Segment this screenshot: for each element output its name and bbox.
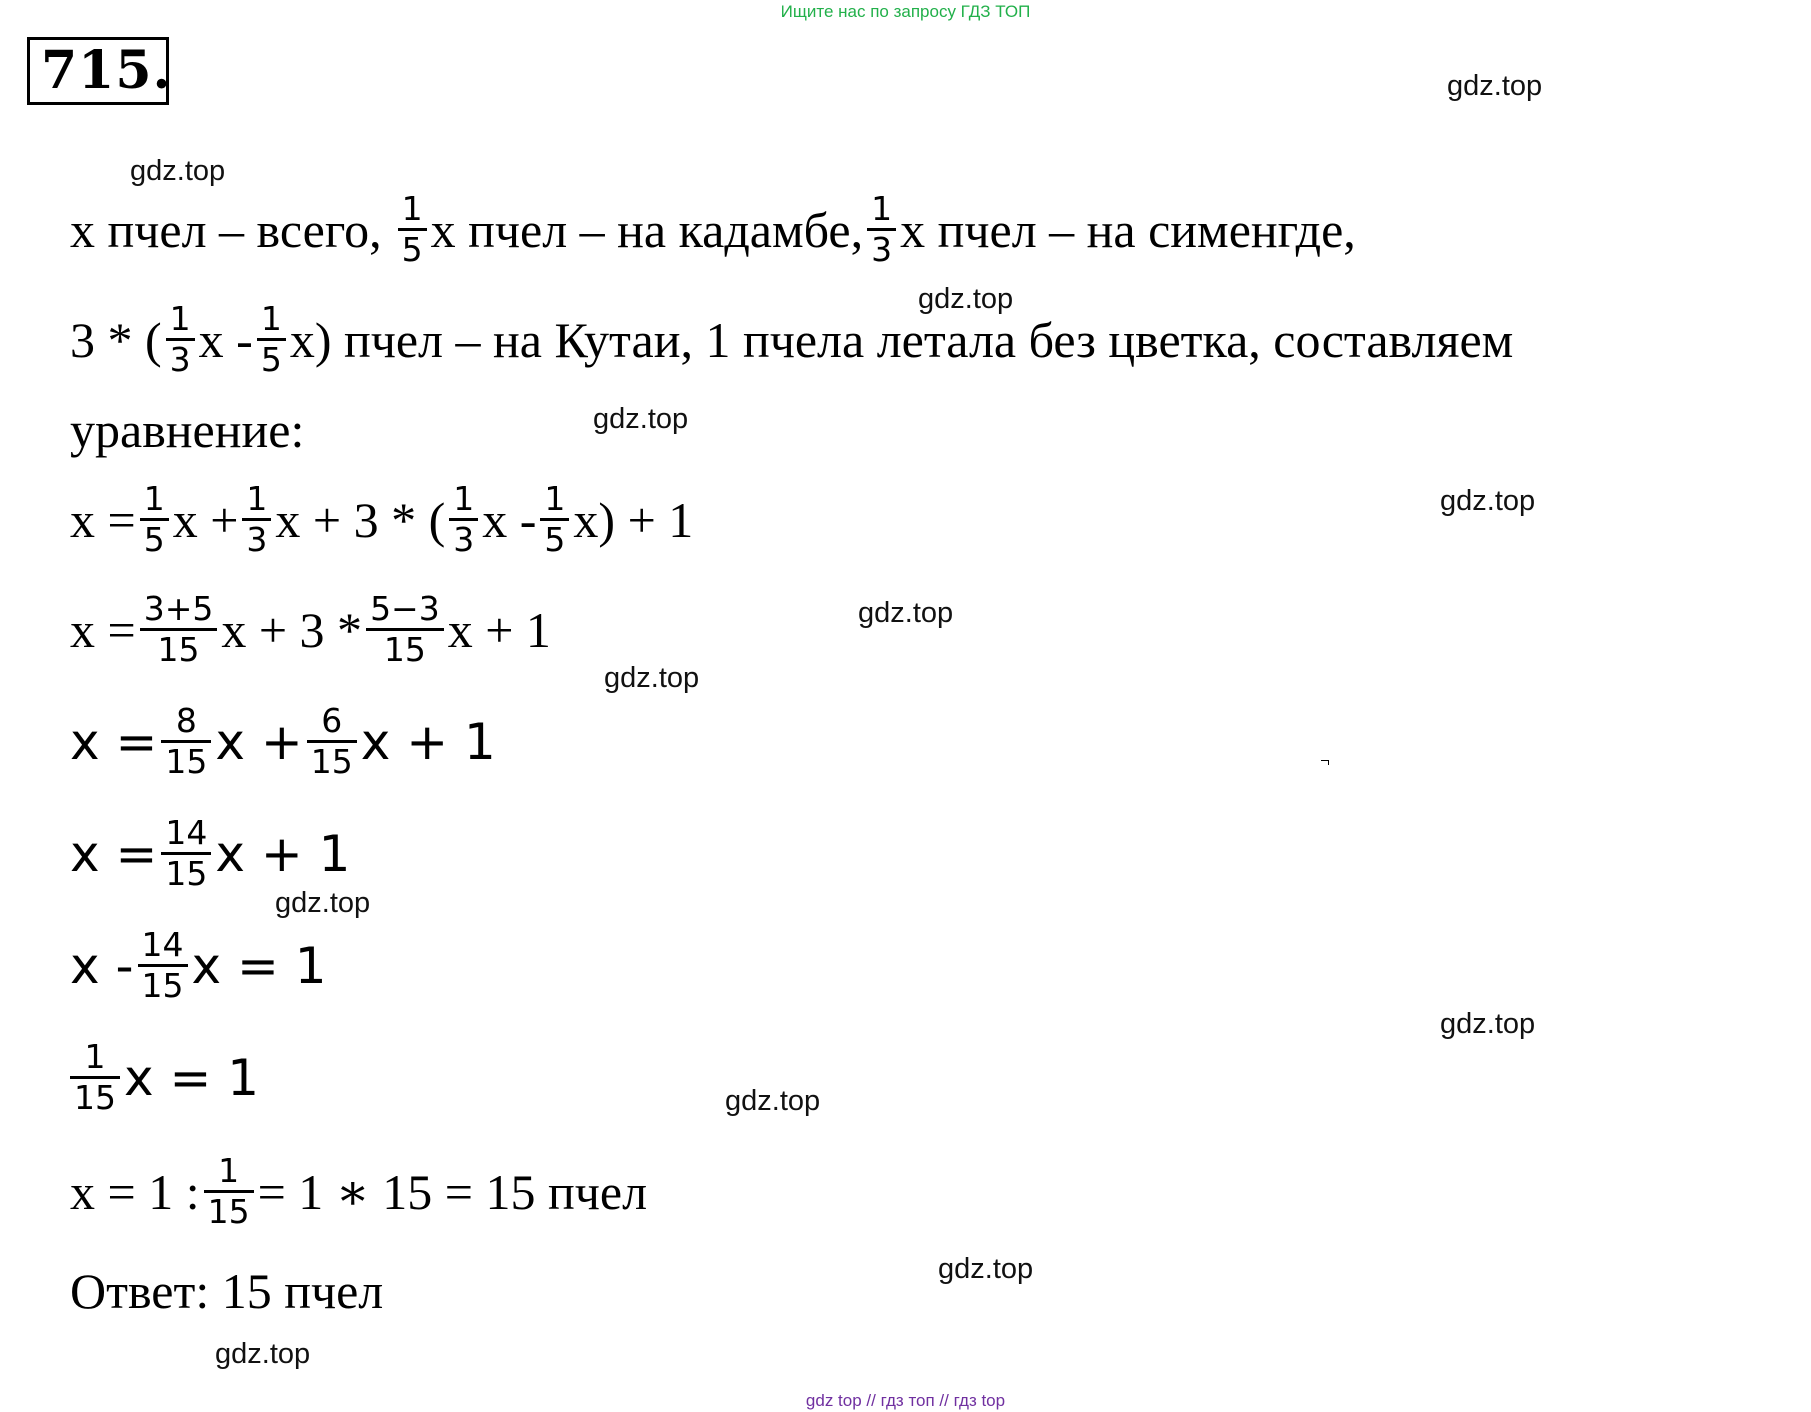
text: 3 * ( <box>70 311 162 368</box>
fraction <box>257 300 286 379</box>
numerator: 1 <box>169 299 191 338</box>
denominator: 3 <box>453 520 475 559</box>
watermark: gdz.top <box>130 155 226 187</box>
condition-line-3 <box>70 402 305 458</box>
condition-line-2 <box>70 300 1513 379</box>
fraction <box>161 702 211 781</box>
numerator: 1 <box>871 189 893 228</box>
denominator: 3 <box>246 520 268 559</box>
numerator: 1 <box>453 479 475 518</box>
text: x - <box>482 491 537 548</box>
text: x = 1 : <box>70 1163 200 1220</box>
watermark: gdz.top <box>1447 70 1543 102</box>
text: x) пчел – на Кутаи, 1 пчела летала без цветка, составляем <box>289 311 1514 368</box>
equation-1 <box>70 480 693 559</box>
text: x + 1 <box>360 712 496 771</box>
fraction <box>366 590 444 669</box>
text: x = <box>70 601 136 658</box>
condition-line-1 <box>70 190 1356 269</box>
equation-3 <box>70 702 496 781</box>
text: x = 1 <box>124 1048 260 1107</box>
watermark: gdz.top <box>275 887 371 919</box>
text: x + <box>215 712 303 771</box>
denominator: 15 <box>383 630 426 669</box>
answer-text: Ответ: 15 пчел <box>70 1263 384 1319</box>
numerator: 1 <box>143 479 165 518</box>
problem-number: 715. <box>27 37 169 105</box>
numerator: 5−3 <box>370 589 440 628</box>
denominator: 15 <box>165 854 208 893</box>
denominator: 5 <box>143 520 165 559</box>
denominator: 5 <box>544 520 566 559</box>
denominator: 15 <box>310 742 353 781</box>
equation-6 <box>70 1038 259 1117</box>
numerator: 1 <box>218 1151 240 1190</box>
denominator: 15 <box>207 1192 250 1231</box>
watermark: gdz.top <box>918 283 1014 315</box>
text: x = 1 <box>191 936 327 995</box>
numerator: 1 <box>401 189 423 228</box>
fraction <box>398 190 427 269</box>
text: x пчел – всего, <box>70 201 382 258</box>
denominator: 15 <box>157 630 200 669</box>
denominator: 15 <box>141 966 184 1005</box>
fraction <box>307 702 357 781</box>
text: = 1 ∗ 15 = 15 пчел <box>257 1163 648 1220</box>
text: x пчел – на кадамбе, <box>430 201 864 258</box>
fraction <box>140 590 218 669</box>
equation-7 <box>70 1152 647 1231</box>
denominator: 5 <box>401 230 423 269</box>
fraction <box>540 480 569 559</box>
numerator: 14 <box>141 925 184 964</box>
text: x = <box>70 824 158 883</box>
fraction <box>242 480 271 559</box>
text: x) + 1 <box>573 491 694 548</box>
text: x + 1 <box>447 601 551 658</box>
fraction <box>449 480 478 559</box>
stray-mark <box>1321 760 1329 765</box>
numerator: 6 <box>321 701 343 740</box>
equation-4 <box>70 814 350 893</box>
text: x + <box>172 491 239 548</box>
watermark: gdz.top <box>1440 485 1536 517</box>
text: x - <box>70 936 134 995</box>
fraction <box>138 926 188 1005</box>
watermark: gdz.top <box>725 1085 821 1117</box>
text: x + 1 <box>215 824 351 883</box>
text: x пчел – на сименгде, <box>900 201 1356 258</box>
text: x + 3 * ( <box>275 491 446 548</box>
denominator: 15 <box>74 1078 116 1117</box>
numerator: 14 <box>165 813 208 852</box>
fraction <box>867 190 896 269</box>
text: x = <box>70 491 136 548</box>
denominator: 3 <box>871 230 893 269</box>
fraction <box>204 1152 254 1231</box>
equation-5 <box>70 926 327 1005</box>
watermark: gdz.top <box>1440 1008 1536 1040</box>
watermark: gdz.top <box>215 1338 311 1370</box>
fraction <box>70 1038 120 1117</box>
numerator: 1 <box>260 299 282 338</box>
watermark: gdz.top <box>938 1253 1034 1285</box>
denominator: 3 <box>169 340 191 379</box>
bottom-banner: gdz top // гдз топ // гдз top <box>805 1391 1006 1410</box>
text: уравнение: <box>70 402 305 458</box>
fraction <box>166 300 195 379</box>
text: x - <box>198 311 253 368</box>
text: x + 3 * <box>221 601 363 658</box>
watermark: gdz.top <box>593 403 689 435</box>
fraction <box>140 480 169 559</box>
equation-2 <box>70 590 551 669</box>
numerator: 1 <box>246 479 268 518</box>
numerator: 1 <box>544 479 566 518</box>
numerator: 1 <box>84 1037 106 1076</box>
watermark: gdz.top <box>604 662 700 694</box>
numerator: 3+5 <box>143 589 214 628</box>
denominator: 15 <box>165 742 208 781</box>
text: x = <box>70 712 158 771</box>
watermark: gdz.top <box>858 597 954 629</box>
top-banner: Ищите нас по запросу ГДЗ ТОП <box>780 2 1031 21</box>
numerator: 8 <box>175 701 197 740</box>
denominator: 5 <box>260 340 282 379</box>
answer-line <box>70 1263 384 1319</box>
fraction <box>161 814 211 893</box>
